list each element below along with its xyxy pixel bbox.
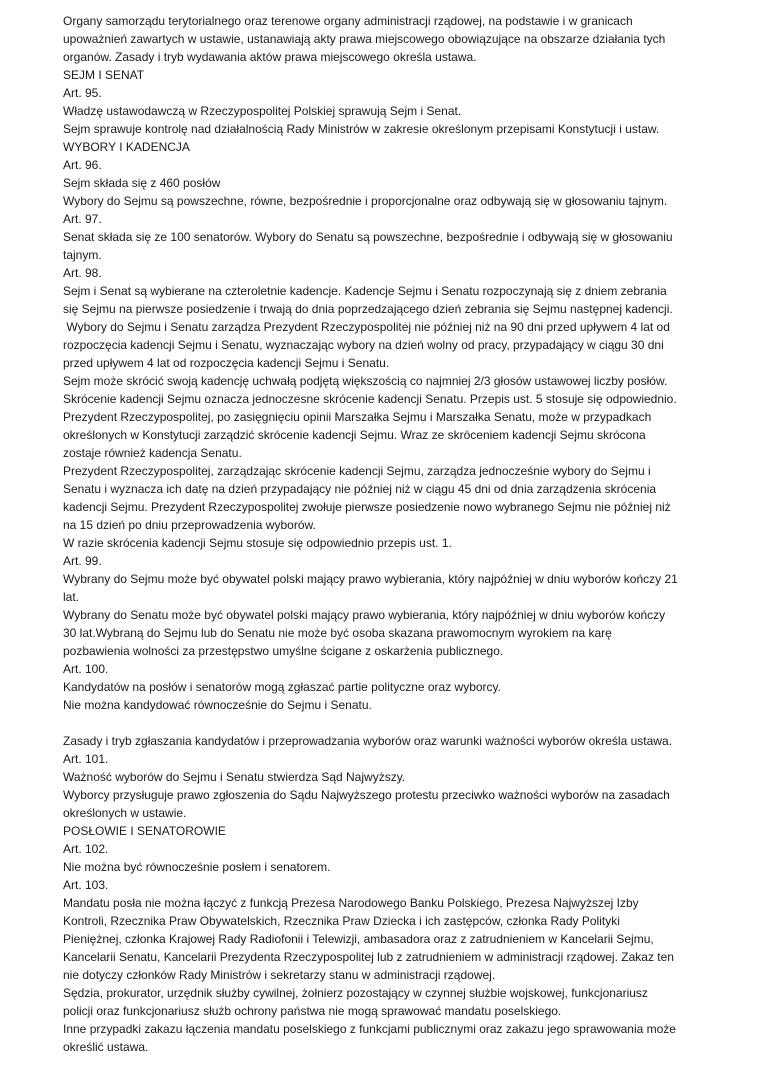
article-number: Art. 99. bbox=[63, 554, 102, 568]
article-number: Art. 102. bbox=[63, 842, 109, 856]
paragraph: Sejm składa się z 460 posłów bbox=[63, 176, 221, 190]
blank-line bbox=[63, 714, 681, 732]
article-number: Art. 97. bbox=[63, 212, 102, 226]
paragraph: Prezydent Rzeczypospolitej, po zasięgnięciu opinii Marszałka Sejmu i Marszałka Senatu, może w przypadkach określonych w Konstytucji zarządzić skrócenie kadencji Sejmu. Wraz ze skróceniem kadencji Sejmu skrócona zostaje również kadencja Senatu. bbox=[63, 410, 655, 460]
paragraph: Zasady i tryb zgłaszania kandydatów i przeprowadzania wyborów oraz warunki ważności wyborów określa ustawa. bbox=[63, 734, 672, 748]
paragraph: Ważność wyborów do Sejmu i Senatu stwierdza Sąd Najwyższy. bbox=[63, 770, 406, 784]
paragraph: Nie można być równocześnie posłem i senatorem. bbox=[63, 860, 331, 874]
paragraph: W razie skrócenia kadencji Sejmu stosuje się odpowiednio przepis ust. 1. bbox=[63, 536, 452, 550]
paragraph: Wybrany do Sejmu może być obywatel polski mający prawo wybierania, który najpóźniej w dniu wyborów kończy 21 lat. bbox=[63, 572, 682, 604]
paragraph: Senat składa się ze 100 senatorów. Wybory do Senatu są powszechne, bezpośrednie i odbywają się w głosowaniu tajnym. bbox=[63, 230, 676, 262]
paragraph: Sejm sprawuje kontrolę nad działalnością Rady Ministrów w zakresie określonym przepisami Konstytucji i ustaw. bbox=[63, 122, 660, 136]
section-heading: SEJM I SENAT bbox=[63, 68, 145, 82]
section-heading: WYBORY I KADENCJA bbox=[63, 140, 190, 154]
article-number: Art. 95. bbox=[63, 86, 102, 100]
paragraph: Prezydent Rzeczypospolitej, zarządzając skrócenie kadencji Sejmu, zarządza jednocześnie wybory do Sejmu i Senatu i wyznacza ich datę na dzień przypadający nie później niż w ciągu 45 dni od dnia zarządzenia skrócenia kadencji Sejmu. Prezydent Rzeczypospolitej zwołuje pierwsze posiedzenie nowo wybranego Sejmu nie później niż na 15 dzień po dniu przeprowadzenia wyborów. bbox=[63, 464, 675, 532]
paragraph: Wyborcy przysługuje prawo zgłoszenia do Sądu Najwyższego protestu przeciwko ważności wyborów na zasadach określonych w ustawie. bbox=[63, 788, 674, 820]
paragraph: Sędzia, prokurator, urzędnik służby cywilnej, żołnierz pozostający w czynnej służbie wojskowej, funkcjonariusz policji oraz funkcjonariusz służb ochrony państwa nie mogą sprawować mandatu poselskiego. bbox=[63, 986, 652, 1018]
paragraph: Wybrany do Senatu może być obywatel polski mający prawo wybierania, który najpóźniej w dniu wyborów kończy 30 lat.Wybraną do Sejmu lub do Senatu nie może być osoba skazana prawomocnym wyrokiem na karę pozbawienia wolności za przestępstwo umyślne ścigane z oskarżenia publicznego. bbox=[63, 608, 669, 658]
paragraph: Inne przypadki zakazu łączenia mandatu poselskiego z funkcjami publicznymi oraz zakazu jego sprawowania może określić ustawa. bbox=[63, 1022, 680, 1054]
paragraph: Sejm i Senat są wybierane na czteroletnie kadencje. Kadencje Sejmu i Senatu rozpoczynają się z dniem zebrania się Sejmu na pierwsze posiedzenie i trwają do dnia poprzedzającego dzień zebrania się Sejmu następnej kadencji. bbox=[63, 284, 673, 316]
paragraph: Kandydatów na posłów i senatorów mogą zgłaszać partie polityczne oraz wyborcy. bbox=[63, 680, 501, 694]
document-page bbox=[63, 12, 681, 1056]
paragraph: Mandatu posła nie można łączyć z funkcją Prezesa Narodowego Banku Polskiego, Prezesa Najwyższej Izby Kontroli, Rzecznika Praw Obywatelskich, Rzecznika Praw Dziecka i ich zastępców, członka Rady Polityki Pieniężnej, członka Krajowej Rady Radiofonii i Telewizji, ambasadora oraz z zatrudnieniem w Kancelarii Sejmu, Kancelarii Senatu, Kancelarii Prezydenta Rzeczypospolitej lub z zatrudnieniem w administracji rządowej. Zakaz ten nie dotyczy członków Rady Ministrów i sekretarzy stanu w administracji rządowej. bbox=[63, 896, 678, 982]
paragraph: Władzę ustawodawczą w Rzeczypospolitej Polskiej sprawują Sejm i Senat. bbox=[63, 104, 462, 118]
section-heading: POSŁOWIE I SENATOROWIE bbox=[63, 824, 226, 838]
article-number: Art. 101. bbox=[63, 752, 109, 766]
article-number: Art. 98. bbox=[63, 266, 102, 280]
paragraph: Sejm może skrócić swoją kadencję uchwałą podjętą większością co najmniej 2/3 głosów ustawowej liczby posłów. Skrócenie kadencji Sejmu oznacza jednoczesne skrócenie kadencji Senatu. Przepis ust. 5 stosuje się odpowiednio. bbox=[63, 374, 677, 406]
paragraph: Wybory do Sejmu i Senatu zarządza Prezydent Rzeczypospolitej nie później niż na 90 dni przed upływem 4 lat od rozpoczęcia kadencji Sejmu i Senatu, wyznaczając wybory na dzień wolny od pracy, przypadający w ciągu 30 dni przed upływem 4 lat od rozpoczęcia kadencji Sejmu i Senatu. bbox=[63, 320, 674, 370]
article-number: Art. 100. bbox=[63, 662, 109, 676]
paragraph: Nie można kandydować równocześnie do Sejmu i Senatu. bbox=[63, 698, 372, 712]
article-number: Art. 96. bbox=[63, 158, 102, 172]
paragraph: Organy samorządu terytorialnego oraz terenowe organy administracji rządowej, na podstawie i w granicach upoważnień zawartych w ustawie, ustanawiają akty prawa miejscowego obowiązujące na obszarze działania tych organów. Zasady i tryb wydawania aktów prawa miejscowego określa ustawa. bbox=[63, 14, 669, 64]
article-number: Art. 103. bbox=[63, 878, 109, 892]
paragraph: Wybory do Sejmu są powszechne, równe, bezpośrednie i proporcjonalne oraz odbywają się w głosowaniu tajnym. bbox=[63, 194, 668, 208]
